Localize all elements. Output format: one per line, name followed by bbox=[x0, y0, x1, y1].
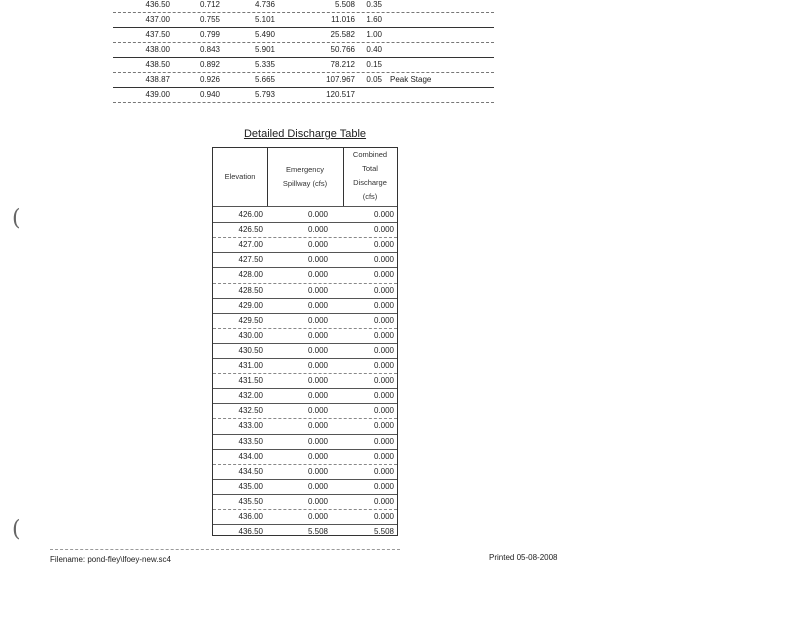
header-spillway-line2: Spillway (cfs) bbox=[282, 179, 328, 188]
discharge-cell-spill: 0.000 bbox=[307, 345, 328, 355]
top-table-cell-c5: 1.00 bbox=[366, 30, 382, 39]
discharge-cell-spill: 0.000 bbox=[307, 300, 328, 310]
discharge-cell-elev: 429.00 bbox=[238, 300, 263, 310]
discharge-cell-elev: 433.00 bbox=[238, 421, 263, 431]
discharge-table-row bbox=[213, 283, 397, 298]
discharge-cell-total: 0.000 bbox=[373, 406, 394, 416]
discharge-cell-total: 5.508 bbox=[373, 527, 394, 537]
discharge-cell-elev: 431.00 bbox=[238, 361, 263, 370]
discharge-cell-total: 0.000 bbox=[373, 361, 394, 370]
discharge-cell-total: 0.000 bbox=[373, 376, 394, 386]
discharge-cell-spill: 0.000 bbox=[307, 466, 328, 476]
top-table-cell-c4: 5.508 bbox=[334, 0, 355, 9]
header-elevation: Elevation bbox=[224, 172, 256, 181]
discharge-cell-spill: 0.000 bbox=[307, 451, 328, 461]
top-table-cell-c3: 5.335 bbox=[254, 60, 275, 69]
top-table-cell-c4: 120.517 bbox=[326, 90, 355, 99]
top-table-row bbox=[113, 0, 494, 12]
discharge-table-row bbox=[213, 252, 397, 267]
discharge-cell-total: 0.000 bbox=[373, 285, 394, 295]
discharge-table-row bbox=[213, 434, 397, 449]
discharge-cell-elev: 427.50 bbox=[238, 255, 263, 265]
discharge-cell-elev: 430.00 bbox=[238, 330, 263, 340]
top-table-cell-elev: 438.00 bbox=[145, 45, 170, 54]
discharge-cell-spill: 0.000 bbox=[307, 421, 328, 431]
discharge-cell-elev: 430.50 bbox=[238, 345, 263, 355]
header-spillway-line1: Emergency bbox=[286, 165, 324, 174]
top-table-cell-c4: 11.016 bbox=[331, 15, 355, 24]
discharge-cell-spill: 0.000 bbox=[307, 255, 328, 265]
top-table-row bbox=[113, 12, 494, 27]
top-table-cell-c3: 4.736 bbox=[254, 0, 275, 9]
discharge-cell-elev: 436.50 bbox=[238, 527, 263, 537]
discharge-cell-elev: 432.50 bbox=[238, 406, 263, 416]
discharge-table-row bbox=[213, 373, 397, 388]
discharge-table-row bbox=[213, 449, 397, 464]
discharge-cell-spill: 0.000 bbox=[307, 406, 328, 416]
discharge-table bbox=[212, 147, 398, 536]
discharge-table-row bbox=[213, 207, 397, 222]
discharge-table-row bbox=[213, 464, 397, 479]
top-table-cell-c5: 0.40 bbox=[366, 45, 382, 54]
discharge-cell-elev: 434.50 bbox=[238, 466, 263, 476]
top-table-cell-c2: 0.843 bbox=[199, 45, 220, 54]
discharge-table-row bbox=[213, 524, 397, 539]
top-table-cell-c2: 0.712 bbox=[199, 0, 220, 9]
discharge-cell-elev: 435.00 bbox=[238, 481, 263, 491]
discharge-table-row bbox=[213, 343, 397, 358]
discharge-cell-elev: 429.50 bbox=[238, 315, 263, 325]
discharge-cell-total: 0.000 bbox=[373, 225, 394, 235]
discharge-cell-spill: 0.000 bbox=[307, 240, 328, 250]
discharge-cell-total: 0.000 bbox=[373, 481, 394, 491]
discharge-table-row bbox=[213, 298, 397, 313]
top-table-cell-c5: 0.05 bbox=[366, 75, 382, 84]
discharge-cell-elev: 431.50 bbox=[238, 376, 263, 386]
footer-rule bbox=[50, 549, 400, 550]
discharge-cell-spill: 0.000 bbox=[307, 376, 328, 386]
discharge-table-row bbox=[213, 509, 397, 524]
discharge-table-row bbox=[213, 418, 397, 433]
discharge-cell-spill: 0.000 bbox=[307, 285, 328, 295]
top-table-row bbox=[113, 87, 494, 102]
discharge-cell-spill: 0.000 bbox=[307, 361, 328, 370]
discharge-cell-spill: 0.000 bbox=[307, 210, 328, 219]
top-table-cell-elev: 438.87 bbox=[145, 75, 170, 84]
discharge-cell-elev: 435.50 bbox=[238, 496, 263, 506]
discharge-cell-total: 0.000 bbox=[373, 330, 394, 340]
top-table-cell-c4: 107.967 bbox=[326, 75, 355, 84]
discharge-cell-spill: 0.000 bbox=[307, 436, 328, 446]
top-table-cell-note: Peak Stage bbox=[390, 75, 432, 84]
top-table-row bbox=[113, 27, 494, 42]
top-table-cell-c3: 5.901 bbox=[254, 45, 275, 54]
discharge-cell-total: 0.000 bbox=[373, 345, 394, 355]
discharge-cell-spill: 0.000 bbox=[307, 225, 328, 235]
footer-printed-date: Printed 05-08-2008 bbox=[489, 553, 558, 562]
discharge-table-row bbox=[213, 267, 397, 282]
top-table-cell-c4: 78.212 bbox=[330, 60, 355, 69]
header-total-line2: Total bbox=[362, 164, 378, 173]
top-table-cell-c5: 0.15 bbox=[366, 60, 382, 69]
discharge-cell-total: 0.000 bbox=[373, 391, 394, 401]
discharge-cell-total: 0.000 bbox=[373, 255, 394, 265]
discharge-table-row bbox=[213, 222, 397, 237]
discharge-cell-elev: 426.50 bbox=[238, 225, 263, 235]
top-table-cell-c3: 5.665 bbox=[254, 75, 275, 84]
header-total-line1: Combined bbox=[352, 150, 388, 159]
discharge-cell-total: 0.000 bbox=[373, 451, 394, 461]
discharge-table-row bbox=[213, 388, 397, 403]
discharge-cell-elev: 427.00 bbox=[238, 240, 263, 250]
discharge-cell-total: 0.000 bbox=[373, 421, 394, 431]
discharge-cell-total: 0.000 bbox=[373, 466, 394, 476]
discharge-table-row bbox=[213, 403, 397, 418]
discharge-cell-spill: 0.000 bbox=[307, 330, 328, 340]
discharge-cell-spill: 0.000 bbox=[307, 496, 328, 506]
punch-hole-mark: ( bbox=[12, 206, 21, 231]
discharge-cell-spill: 0.000 bbox=[307, 270, 328, 280]
top-table-row bbox=[113, 42, 494, 57]
header-total-line4: (cfs) bbox=[362, 192, 378, 201]
discharge-cell-total: 0.000 bbox=[373, 315, 394, 325]
top-table-cell-elev: 438.50 bbox=[145, 60, 170, 69]
discharge-cell-spill: 0.000 bbox=[307, 481, 328, 491]
top-table-cell-elev: 436.50 bbox=[145, 0, 170, 9]
discharge-cell-spill: 0.000 bbox=[307, 315, 328, 325]
discharge-table-row bbox=[213, 237, 397, 252]
discharge-cell-total: 0.000 bbox=[373, 300, 394, 310]
top-table-cell-c2: 0.799 bbox=[199, 30, 220, 39]
discharge-cell-elev: 426.00 bbox=[238, 210, 263, 219]
header-total-discharge bbox=[343, 148, 397, 206]
discharge-cell-total: 0.000 bbox=[373, 436, 394, 446]
discharge-cell-total: 0.000 bbox=[373, 496, 394, 506]
top-table-cell-c3: 5.793 bbox=[254, 90, 275, 99]
discharge-table-row bbox=[213, 313, 397, 328]
discharge-cell-elev: 433.50 bbox=[238, 436, 263, 446]
top-table-cell-c2: 0.926 bbox=[199, 75, 220, 84]
discharge-cell-elev: 428.00 bbox=[238, 270, 263, 280]
top-table-cell-c5: 0.35 bbox=[366, 0, 382, 9]
discharge-cell-total: 0.000 bbox=[373, 210, 394, 219]
discharge-cell-elev: 428.50 bbox=[238, 285, 263, 295]
top-table-rule bbox=[113, 102, 494, 103]
top-table-cell-c2: 0.940 bbox=[199, 90, 220, 99]
top-table-cell-elev: 437.50 bbox=[145, 30, 170, 39]
discharge-table-title: Detailed Discharge Table bbox=[243, 128, 367, 140]
top-table-cell-c4: 25.582 bbox=[330, 30, 355, 39]
top-table-cell-c2: 0.892 bbox=[199, 60, 220, 69]
top-table-cell-elev: 439.00 bbox=[145, 90, 170, 99]
header-spillway bbox=[267, 148, 343, 206]
discharge-table-row bbox=[213, 358, 397, 373]
top-table-cell-c4: 50.766 bbox=[330, 45, 355, 54]
discharge-cell-elev: 436.00 bbox=[238, 512, 263, 521]
top-table-row bbox=[113, 57, 494, 72]
footer-filename: Filename: pond-fley\lfoey-new.sc4 bbox=[50, 555, 171, 564]
punch-hole-mark: ( bbox=[12, 517, 21, 542]
discharge-cell-total: 0.000 bbox=[373, 240, 394, 250]
discharge-cell-elev: 434.00 bbox=[238, 451, 263, 461]
top-table-cell-c5: 1.60 bbox=[366, 15, 382, 24]
discharge-cell-spill: 5.508 bbox=[307, 527, 328, 537]
discharge-cell-total: 0.000 bbox=[373, 512, 394, 521]
discharge-cell-spill: 0.000 bbox=[307, 391, 328, 401]
discharge-cell-spill: 0.000 bbox=[307, 512, 328, 521]
discharge-table-row bbox=[213, 328, 397, 343]
top-table-cell-c3: 5.101 bbox=[254, 15, 275, 24]
header-total-line3: Discharge bbox=[353, 178, 387, 187]
discharge-table-row bbox=[213, 494, 397, 509]
discharge-cell-total: 0.000 bbox=[373, 270, 394, 280]
top-table-cell-elev: 437.00 bbox=[145, 15, 170, 24]
top-table-row bbox=[113, 72, 494, 87]
top-table-cell-c2: 0.755 bbox=[199, 15, 220, 24]
top-table-cell-c3: 5.490 bbox=[254, 30, 275, 39]
discharge-table-row bbox=[213, 479, 397, 494]
discharge-cell-elev: 432.00 bbox=[238, 391, 263, 401]
